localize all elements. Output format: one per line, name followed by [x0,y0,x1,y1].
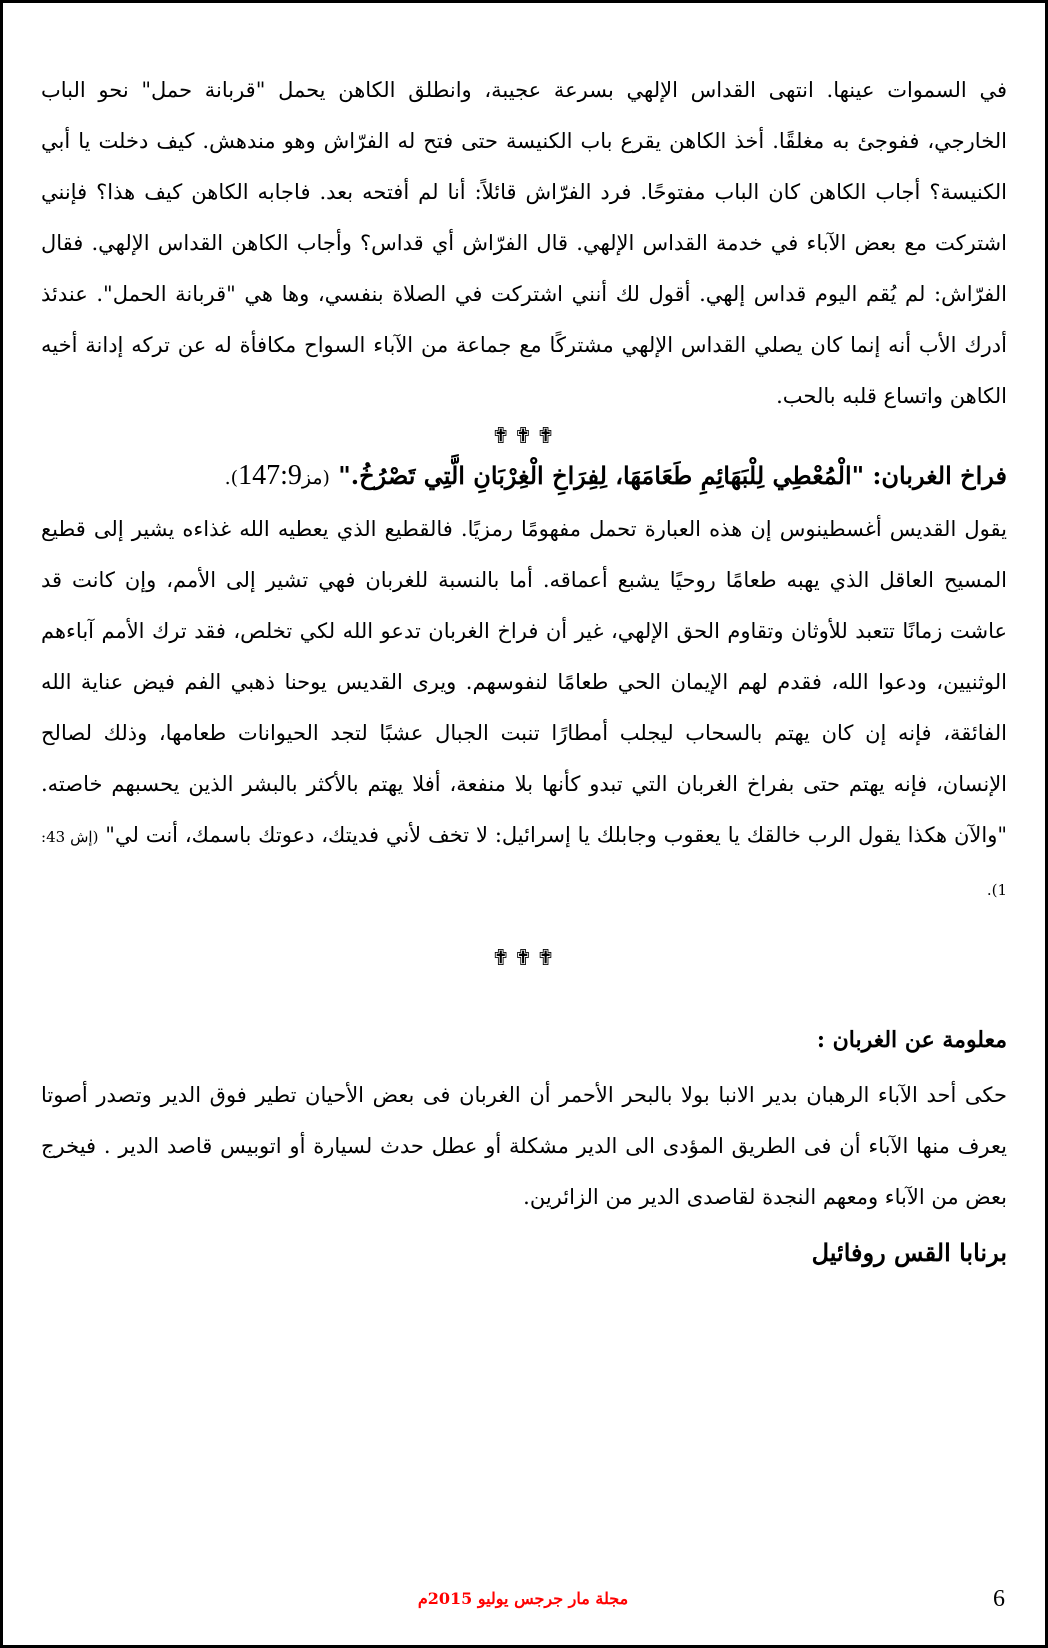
author-name: برنابا القس روفائيل [811,1238,1007,1267]
scripture-reference: (إش 43: 1). [41,828,1007,899]
cross-icon: ✟ [513,946,535,971]
cross-icon: ✟ [536,424,557,449]
spacer [41,916,1007,944]
cross-icon: ✟ [491,946,512,971]
verse-ref-numbers: 147:9 [238,460,302,491]
verse-heading-label: فراخ الغربان: [872,461,1007,490]
verse-heading [41,452,1007,502]
cross-divider-2 [41,944,1007,974]
spacer [41,974,1007,1010]
cross-divider-1 [41,422,1007,452]
section-title: معلومة عن الغربان : [816,1027,1007,1053]
cross-icon: ✟ [513,424,535,449]
page-number: 6 [993,1586,1005,1612]
cross-icon: ✟ [491,424,512,449]
paragraph-ravens-info: حكى أحد الآباء الرهبان بدير الانبا بولا بالبحر الأحمر أن الغربان فى بعض الأحيان تطير فوق الدير وتصدر أصوتا يعرف منها الآباء أن فى الطريق المؤدى الى الدير مشكلة أو عطل حدث لسيارة أو اتوبيس قاصد الدير . فيخرج بعض من الآباء ومعهم النجدة لقاصدى الدير من الزائرين. [41,1083,1007,1209]
paragraph-commentary [41,504,1007,916]
verse-quote: "الْمُعْطِي لِلْبَهَائِمِ طَعَامَهَا، لِفِرَاخِ الْغِرْبَانِ الَّتِي تَصْرُخُ." [338,461,865,490]
cross-icon: ✟ [536,946,557,971]
verse-ref-suffix: ). [224,467,239,489]
article-body [41,65,1007,1283]
page-footer [3,1579,1045,1619]
verse-reference [224,460,330,491]
verse-ref-prefix: (مز [301,467,330,489]
paragraph-commentary-text: يقول القديس أغسطينوس إن هذه العبارة تحمل مفهومًا رمزيًا. فالقطيع الذي يعطيه الله غذاءه يشير إلى قطيع المسيح العاقل الذي يهبه طعامًا روحيًا يشبع أعماقه. أما بالنسبة للغربان فهي تشير إلى الأمم، وإن كانت قد عاشت زمانًا تتعبد للأوثان وتقاوم الحق الإلهي، غير أن فراخ الغربان تدعو الله لكي تخلص، فقد ترك الأمم آباءهم الوثنيين، ودعوا الله، فقدم لهم الإيمان الحي طعامًا لنفوسهم. ويرى القديس يوحنا ذهبي الفم فيض عناية الله الفائقة، فإنه إن كان يهتم بالسحاب ليجلب أمطارًا تنبت الجبال عشبًا لتجد الحيوانات طعامها، وذلك لصالح الإنسان، فإنه يهتم حتى بفراخ الغربان التي تبدو كأنها بلا منفعة، أفلا يهتم بالأكثر بالبشر الذين يحسبهم خاصته. "والآن هكذا يقول الرب خالقك يا يعقوب وجابلك يا إسرائيل: لا تخف لأني فديتك، دعوتك باسمك، أنت لي" [41,517,1008,847]
magazine-title: مجلة مار جرجس يوليو 2015م [417,1589,629,1608]
paragraph-story: في السموات عينها. انتهى القداس الإلهي بسرعة عجيبة، وانطلق الكاهن يحمل "قربانة حمل" نحو الباب الخارجي، ففوجئ به مغلقًا. أخذ الكاهن يقرع باب الكنيسة حتى فتح له الفرّاش وهو مندهش. كيف دخلت يا أبي الكنيسة؟ أجاب الكاهن كان الباب مفتوحًا. فرد الفرّاش قائلاً: أنا لم أفتحه بعد. فاجابه الكاهن كيف هذا؟ فإنني اشتركت مع بعض الآباء في خدمة القداس الإلهي. قال الفرّاش أي قداس؟ وأجاب الكاهن القداس الإلهي. فقال الفرّاش: لم يُقم اليوم قداس إلهي. أقول لك أنني اشتركت في الصلاة بنفسي، وها هي "قربانة الحمل". عندئذ أدرك الأب أنه إنما كان يصلي القداس الإلهي مشتركًا مع جماعة من الآباء السواح مكافأة له عن تركه إدانة أخيه الكاهن واتساع قلبه بالحب. [41,78,1007,408]
